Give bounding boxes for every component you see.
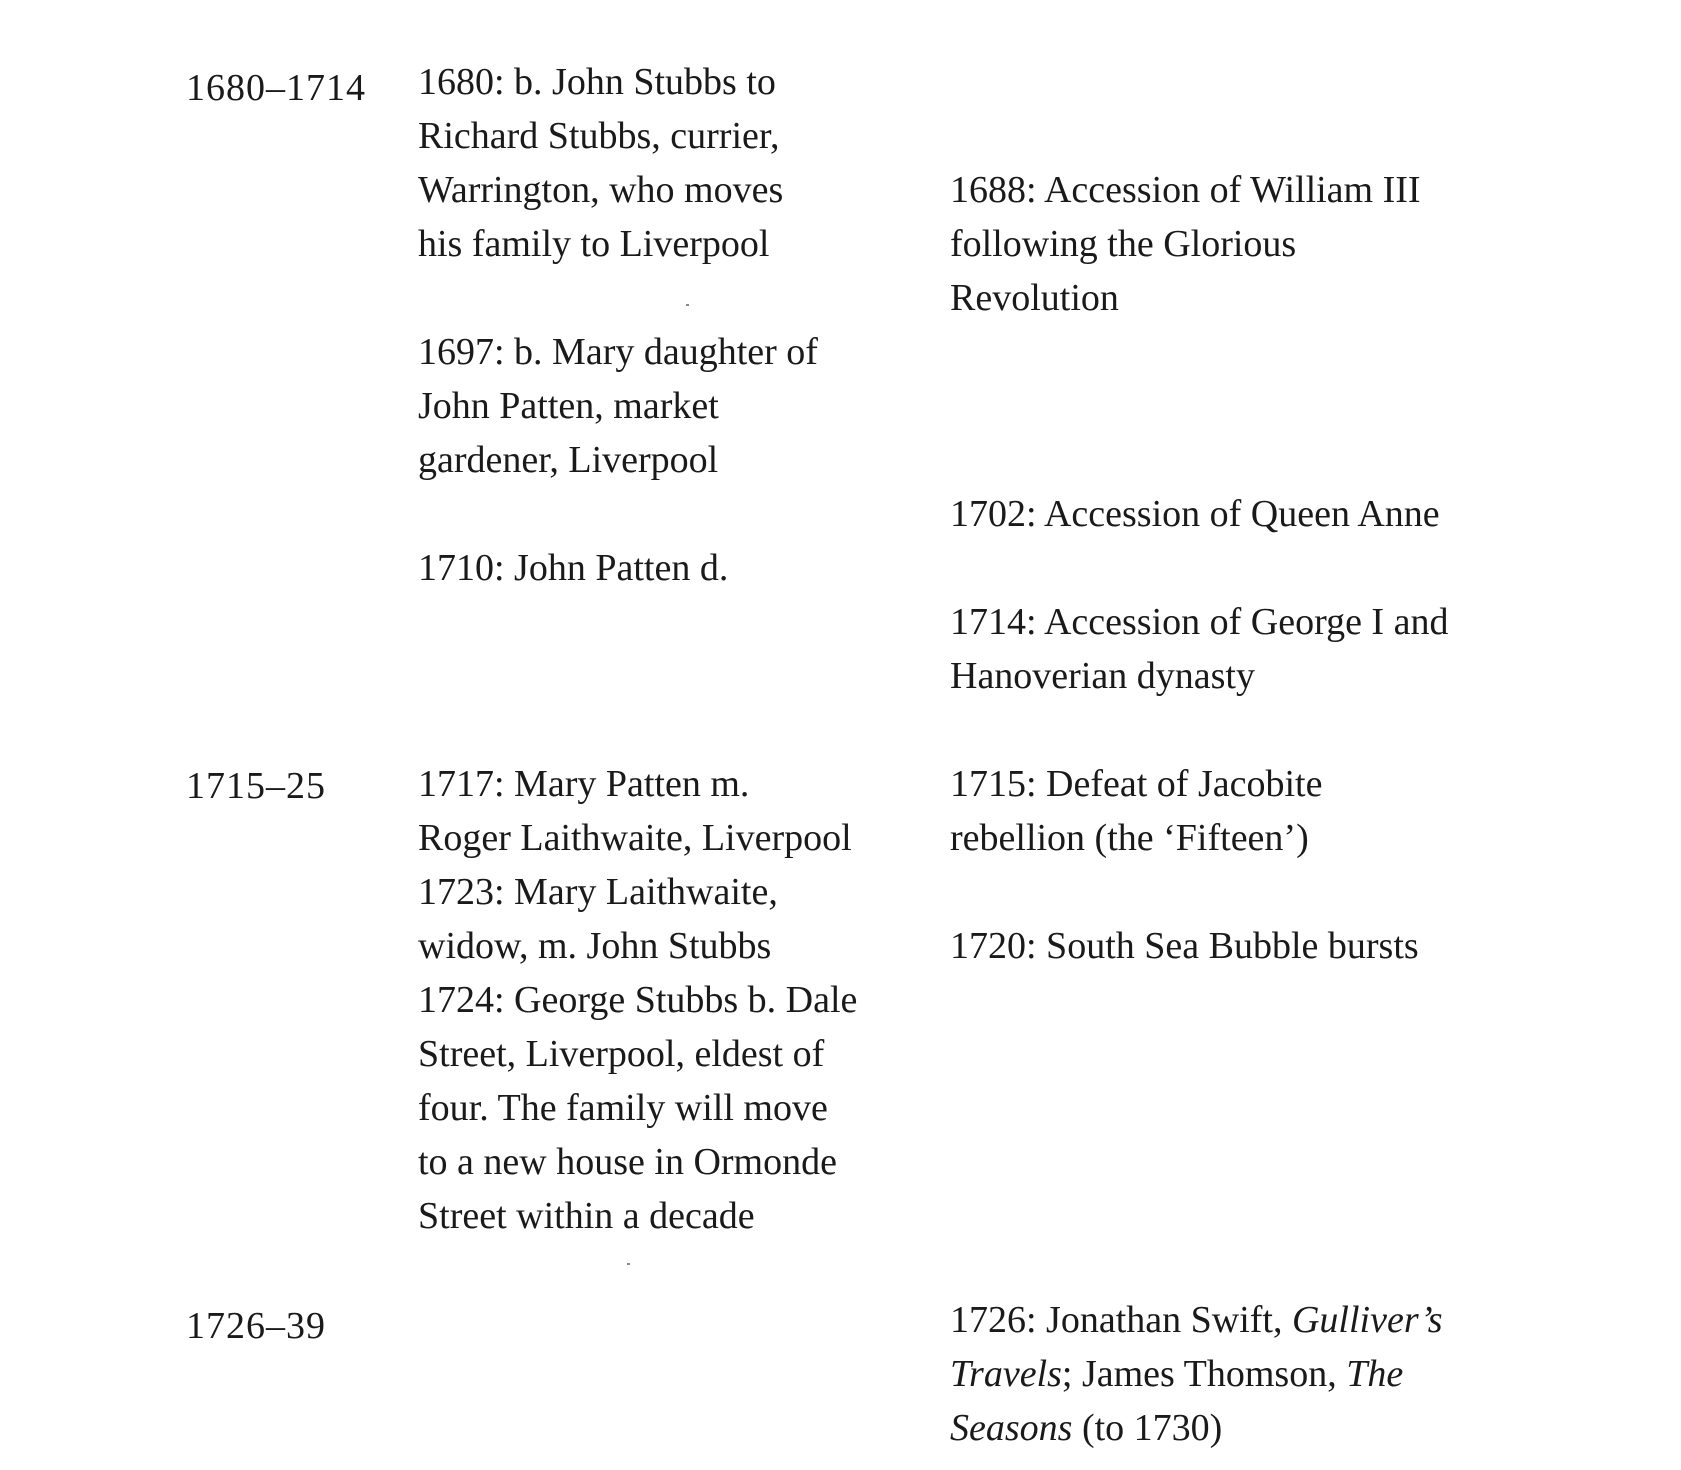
book-title: The	[1346, 1353, 1404, 1395]
life-entry-1717-1724	[418, 757, 857, 1243]
entry-line: following the Glorious	[950, 223, 1297, 265]
entry-line: 1724: George Stubbs b. Dale	[418, 979, 858, 1021]
entry-line: Warrington, who moves	[418, 169, 784, 211]
entry-line: 1697: b. Mary daughter of	[418, 331, 818, 373]
entry-text: 1726: Jonathan Swift,	[950, 1299, 1292, 1341]
life-entry-1697	[418, 325, 818, 487]
entry-line	[950, 1401, 1443, 1455]
entry-line: rebellion (the ‘Fifteen’)	[950, 817, 1309, 859]
history-entry-1714	[950, 595, 1448, 703]
history-entry-1702	[950, 487, 1440, 541]
entry-line: 1710: John Patten d.	[418, 547, 729, 589]
entry-line: Street, Liverpool, eldest of	[418, 1033, 825, 1075]
entry-line: Roger Laithwaite, Liverpool	[418, 817, 852, 859]
life-entry-1680	[418, 55, 783, 271]
entry-line	[950, 1347, 1443, 1401]
entry-text: ; James Thomson,	[1061, 1353, 1347, 1395]
entry-line: widow, m. John Stubbs	[418, 925, 772, 967]
history-entry-1715	[950, 757, 1322, 865]
period-label: 1715–25	[186, 765, 326, 807]
book-title: Seasons	[950, 1407, 1073, 1449]
entry-line: Street within a decade	[418, 1195, 755, 1237]
entry-line: 1688: Accession of William III	[950, 169, 1421, 211]
entry-line: gardener, Liverpool	[418, 439, 719, 481]
entry-line: Richard Stubbs, currier,	[418, 115, 780, 157]
scan-speck	[686, 304, 689, 306]
entry-line: 1715: Defeat of Jacobite	[950, 763, 1323, 805]
entry-line: four. The family will move	[418, 1087, 828, 1129]
book-title: Gulliver’s	[1291, 1299, 1443, 1341]
entry-line: Hanoverian dynasty	[950, 655, 1255, 697]
scan-speck	[627, 1263, 630, 1265]
entry-line: 1714: Accession of George I and	[950, 601, 1449, 643]
history-entry-1688	[950, 163, 1421, 325]
period-label: 1680–1714	[186, 67, 366, 109]
period-label: 1726–39	[186, 1305, 326, 1347]
entry-line: 1717: Mary Patten m.	[418, 763, 750, 805]
entry-line: 1720: South Sea Bubble bursts	[950, 925, 1419, 967]
history-entry-1720	[950, 919, 1419, 973]
life-entry-1710	[418, 541, 728, 595]
entry-line: John Patten, market	[418, 385, 719, 427]
entry-line	[950, 1293, 1443, 1347]
entry-line: 1702: Accession of Queen Anne	[950, 493, 1440, 535]
entry-text: (to 1730)	[1072, 1407, 1223, 1449]
entry-line: to a new house in Ormonde	[418, 1141, 837, 1183]
book-title: Travels	[950, 1353, 1062, 1395]
history-entry-1726	[950, 1293, 1443, 1455]
entry-line: his family to Liverpool	[418, 223, 770, 265]
entry-line: 1723: Mary Laithwaite,	[418, 871, 778, 913]
entry-line: 1680: b. John Stubbs to	[418, 61, 776, 103]
entry-line: Revolution	[950, 277, 1119, 319]
